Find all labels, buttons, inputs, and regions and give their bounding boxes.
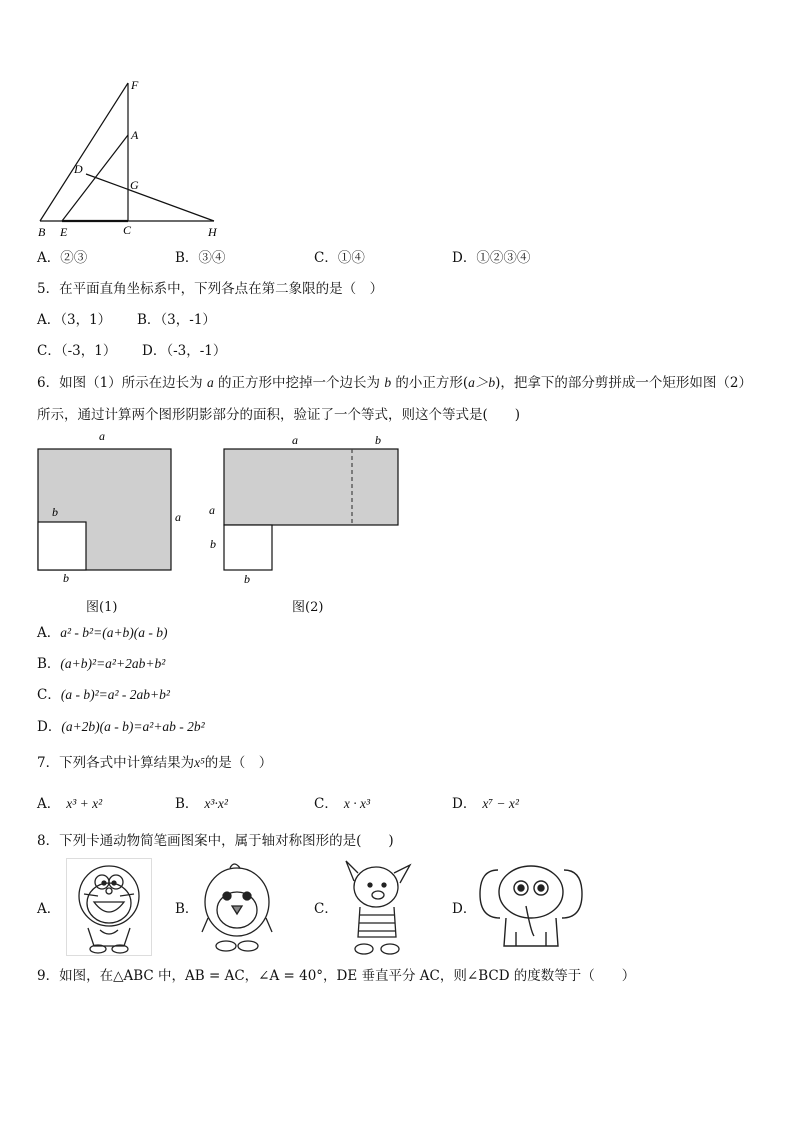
q7-option-a-expr: x³ + x² [66,796,103,811]
q6-option-c-prefix: C． [37,687,61,703]
label-f: F [131,78,139,92]
q5-option-b: B．（3，-1） [137,312,216,328]
q5-option-c: C．（-3，1） [37,343,117,359]
q6-option-d-prefix: D． [37,719,62,735]
fig2-label-left-b: b [210,537,216,551]
q8-option-d-label: D． [452,901,477,917]
q6-option-a-expr: a² - b²=(a+b)(a - b) [60,625,168,640]
q7-option-c [314,795,370,813]
q6-stem-line1 [37,374,752,392]
q6-stem-line2: 所示，通过计算两个图形阴影部分的面积，验证了一个等式，则这个等式是( ) [37,407,521,423]
q6-stem-part-a: 6．如图（1）所示在边长为 [37,375,203,391]
q6-var-a: a [206,375,214,390]
q7-stem-part-b: 的是（ ） [204,755,273,771]
q7-stem-part-a: 7．下列各式中计算结果为 [37,755,195,771]
q7-option-c-expr: x · x³ [343,796,370,811]
q8-stem: 8．下列卡通动物简笔画图案中，属于轴对称图形的是( ) [37,833,394,849]
q8-option-a-label: A． [37,901,61,917]
fig2-label-top-b: b [375,433,381,447]
q6-stem-part-d: )，把拿下的部分剪拼成一个矩形如图（2） [495,375,753,391]
label-d: D [74,162,83,176]
q6-condition: a＞b [468,375,496,390]
q4-geometry-figure [30,75,230,240]
q6-figure-2-caption: 图(2) [292,600,324,615]
q7-option-b-expr: x³·x² [204,796,228,811]
fig1-label-top-a: a [99,429,105,443]
cartoon-piglet-icon [340,855,416,959]
small-square [224,525,272,570]
cartoon-cat-icon [66,858,152,956]
q4-option-c: C．①④ [314,250,365,266]
fig1-label-inner-b: b [52,505,58,519]
line-ea [62,135,128,221]
q6-option-c [37,686,170,704]
q6-option-b-expr: (a+b)²=a²+2ab+b² [60,656,166,671]
q5-option-a: A．（3，1） [37,312,112,328]
q7-option-b-prefix: B． [175,796,199,812]
q7-option-a-prefix: A． [37,796,61,812]
fig2-label-bottom-b: b [244,572,250,586]
q7-option-b [175,795,228,813]
q6-option-d [37,718,205,736]
q4-option-a: A．②③ [37,250,88,266]
q8-option-b-label: B． [175,901,199,917]
q6-option-a-prefix: A． [37,625,61,641]
q6-figure-1-caption: 图(1) [86,600,118,615]
q7-stem [37,754,272,772]
q5-option-d: D．（-3，-1） [142,343,227,359]
q7-stem-expr: x⁵ [194,755,205,770]
q7-option-a [37,795,102,813]
small-square [38,522,86,570]
q6-figure-2 [203,428,403,618]
q4-option-d: D．①②③④ [452,250,531,266]
fig2-label-top-a: a [292,433,298,447]
q6-stem-part-b: 的正方形中挖掉一个边长为 [218,375,381,391]
q9-stem: 9．如图，在△ABC 中，AB = AC，∠A = 40°，DE 垂直平分 AC，则∠BCD 的度数等于（ ） [37,968,636,984]
q6-option-b-prefix: B． [37,656,61,672]
q6-option-a [37,624,168,642]
label-h: H [208,225,217,239]
q6-option-b [37,655,165,673]
q6-stem-part-c: 的小正方形( [395,375,469,391]
label-b: B [38,225,46,239]
fig2-label-left-a: a [209,503,215,517]
q6-var-b: b [384,375,392,390]
q8-option-c-label: C． [314,901,338,917]
fig1-label-right-a: a [175,510,181,524]
label-c: C [123,223,132,237]
label-e: E [60,225,68,239]
q6-option-d-expr: (a+2b)(a - b)=a²+ab - 2b² [61,719,205,734]
fig1-label-bottom-b: b [63,571,69,585]
line-dh [86,174,214,221]
rectangle [224,449,398,525]
q6-option-c-expr: (a - b)²=a² - 2ab+b² [60,687,170,702]
label-a: A [131,128,139,142]
q7-option-d-expr: x⁷ − x² [482,796,519,811]
q7-option-d [452,795,519,813]
cartoon-elephant-icon [476,862,586,954]
q7-option-c-prefix: C． [314,796,338,812]
label-g: G [130,178,139,192]
q4-option-b: B．③④ [175,250,226,266]
cartoon-penguin-icon [200,862,274,956]
q5-stem: 5．在平面直角坐标系中，下列各点在第二象限的是（ ） [37,281,384,297]
q7-option-d-prefix: D． [452,796,477,812]
q6-figure-1 [28,428,193,618]
